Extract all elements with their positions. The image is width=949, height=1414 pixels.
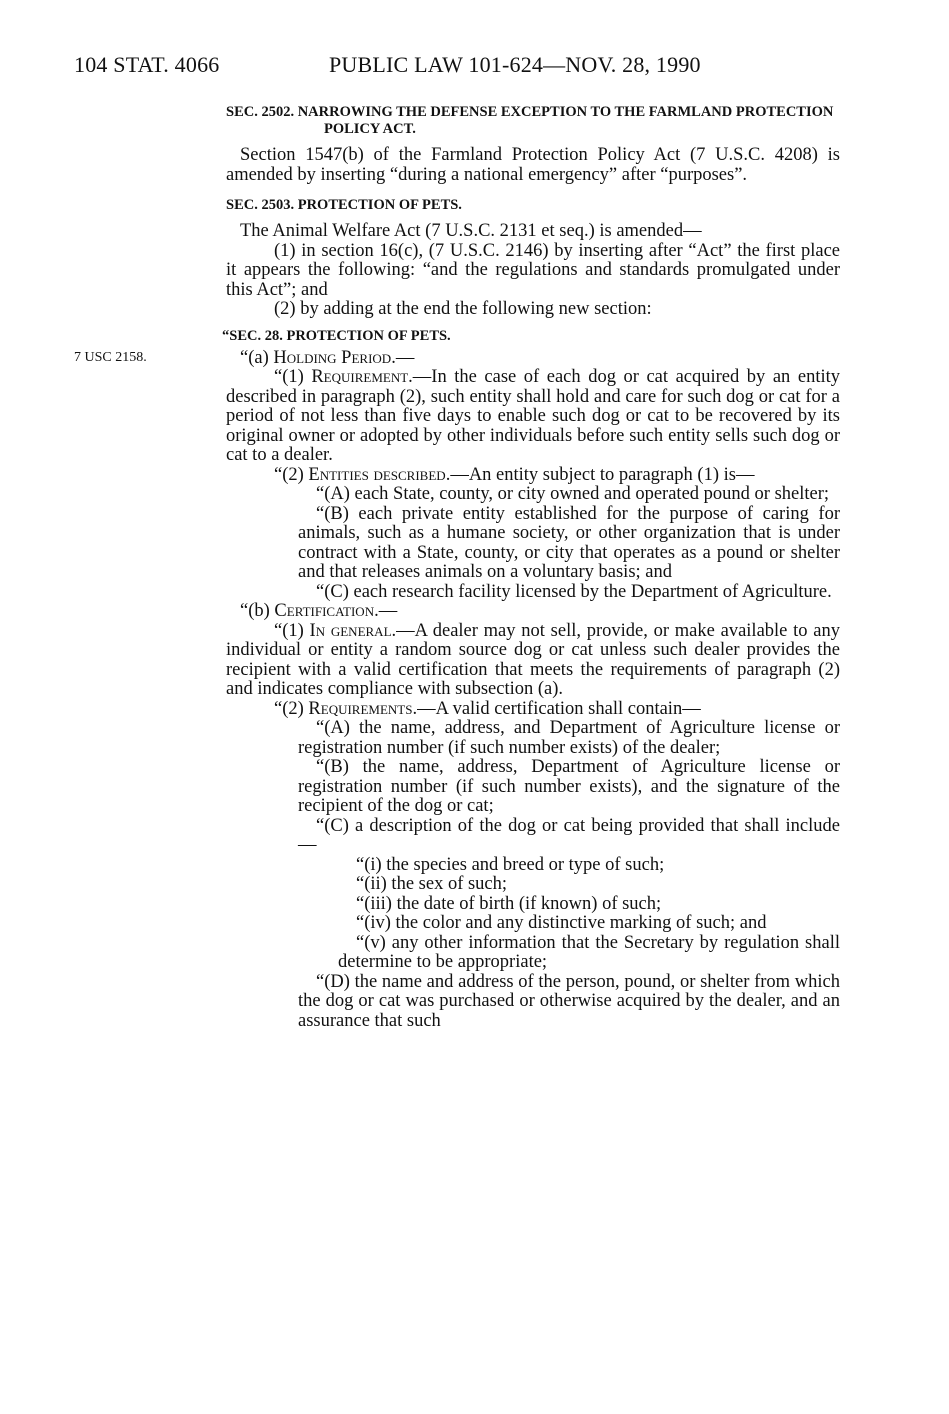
clause-bCv: “(v) any other information that the Secretary by regulation shall determine to be appropriate; [338, 932, 840, 972]
subsection-a-dash: .— [391, 347, 415, 368]
subparagraph-bA: “(A) the name, address, and Department of Agriculture license or registration number (if such number exists) of the dealer; [298, 718, 840, 758]
section-2503-item-1: (1) in section 16(c), (7 U.S.C. 2146) by inserting after “Act” the first place it appears the following: “and the regulations and standards promulgated under this Act”; and [226, 240, 840, 300]
clause-bCii: “(ii) the sex of such; [356, 874, 508, 894]
section-28-heading: “SEC. 28. PROTECTION OF PETS. [222, 327, 451, 344]
paragraph-a2-title: Entities described [308, 464, 446, 485]
public-law-title: PUBLIC LAW 101-624—NOV. 28, 1990 [329, 52, 701, 77]
clause-bCiv: “(iv) the color and any distinctive marking of such; and [356, 913, 767, 933]
paragraph-a1-label: “(1) [274, 367, 312, 387]
subsection-b-title: Certification [274, 601, 375, 621]
section-2502-heading: SEC. 2502. NARROWING THE DEFENSE EXCEPTION TO THE FARMLAND PROTECTION POLICY ACT. [226, 104, 834, 137]
paragraph-b1-label: “(1) [274, 620, 310, 641]
paragraph-b1-title: In general [309, 620, 392, 641]
subparagraph-bD: “(D) the name and address of the person, pound, or shelter from which the dog or cat was purchased or otherwise acquired by the dealer, and an assurance that such [298, 971, 840, 1031]
subsection-a-title: Holding Period [273, 347, 392, 368]
subparagraph-aC: “(C) each research facility licensed by the Department of Agriculture. [316, 581, 832, 602]
subparagraph-bC: “(C) a description of the dog or cat being provided that shall include— [298, 815, 840, 855]
paragraph-a2-text: .—An entity subject to paragraph (1) is— [445, 464, 755, 485]
paragraph-b2-label: “(2) [274, 698, 309, 719]
margin-citation: 7 USC 2158. [74, 350, 147, 365]
section-2502-body: Section 1547(b) of the Farmland Protection Policy Act (7 U.S.C. 4208) is amended by inserting “during a national emergency” after “purposes”. [226, 145, 840, 185]
paragraph-b2 [226, 700, 840, 720]
subsection-a-label: “(a) [240, 347, 274, 368]
subsection-a-heading [226, 349, 840, 369]
document-body [222, 104, 840, 1031]
paragraph-b2-title: Requirements [308, 698, 413, 719]
paragraph-a1-text: .—In the case of each dog or cat acquired by an entity described in paragraph (2), such entity shall hold and care for such dog or cat for a period of not less than five days to enable such dog or cat to be recovered by its original owner or adopted by other individuals before such entity sells such dog or cat to a dealer. [226, 367, 840, 465]
paragraph-a2-label: “(2) [274, 464, 309, 485]
paragraph-a1-title: Requirement [311, 367, 409, 387]
subparagraph-aA: “(A) each State, county, or city owned and operated pound or shelter; [316, 484, 830, 504]
section-2503-intro: The Animal Welfare Act (7 U.S.C. 2131 et seq.) is amended— [240, 221, 702, 241]
subsection-b-label: “(b) [240, 601, 275, 621]
paragraph-b1 [226, 622, 840, 700]
subparagraph-bB: “(B) the name, address, Department of Agriculture license or registration number (if such number exists), and the signature of the recipient of the dog or cat; [298, 757, 840, 816]
paragraph-a1 [226, 368, 840, 466]
subparagraph-aB: “(B) each private entity established for the purpose of caring for animals, such as a humane society, or other organization that is under contract with a State, county, or city that operates as a pound or shelter and that releases animals on a voluntary basis; and [298, 503, 840, 582]
section-2503-heading: SEC. 2503. PROTECTION OF PETS. [226, 197, 462, 213]
paragraph-b2-text: .—A valid certification shall contain— [412, 698, 701, 719]
subsection-b-dash: .— [374, 601, 398, 621]
clause-bCiii: “(iii) the date of birth (if known) of such; [356, 893, 662, 914]
subsection-b-heading [226, 602, 840, 622]
section-2503-item-2: (2) by adding at the end the following new section: [274, 299, 652, 319]
paragraph-a2 [226, 466, 840, 486]
paragraph-b1-text: .—A dealer may not sell, provide, or make available to any individual or entity a random source dog or cat unless such dealer provides the recipient with a valid certification that meets the requirements of paragraph (2) and indicates compliance with subsection (a). [226, 620, 840, 699]
stat-page-number: 104 STAT. 4066 [74, 52, 220, 77]
clause-bCi: “(i) the species and breed or type of such; [356, 854, 665, 875]
